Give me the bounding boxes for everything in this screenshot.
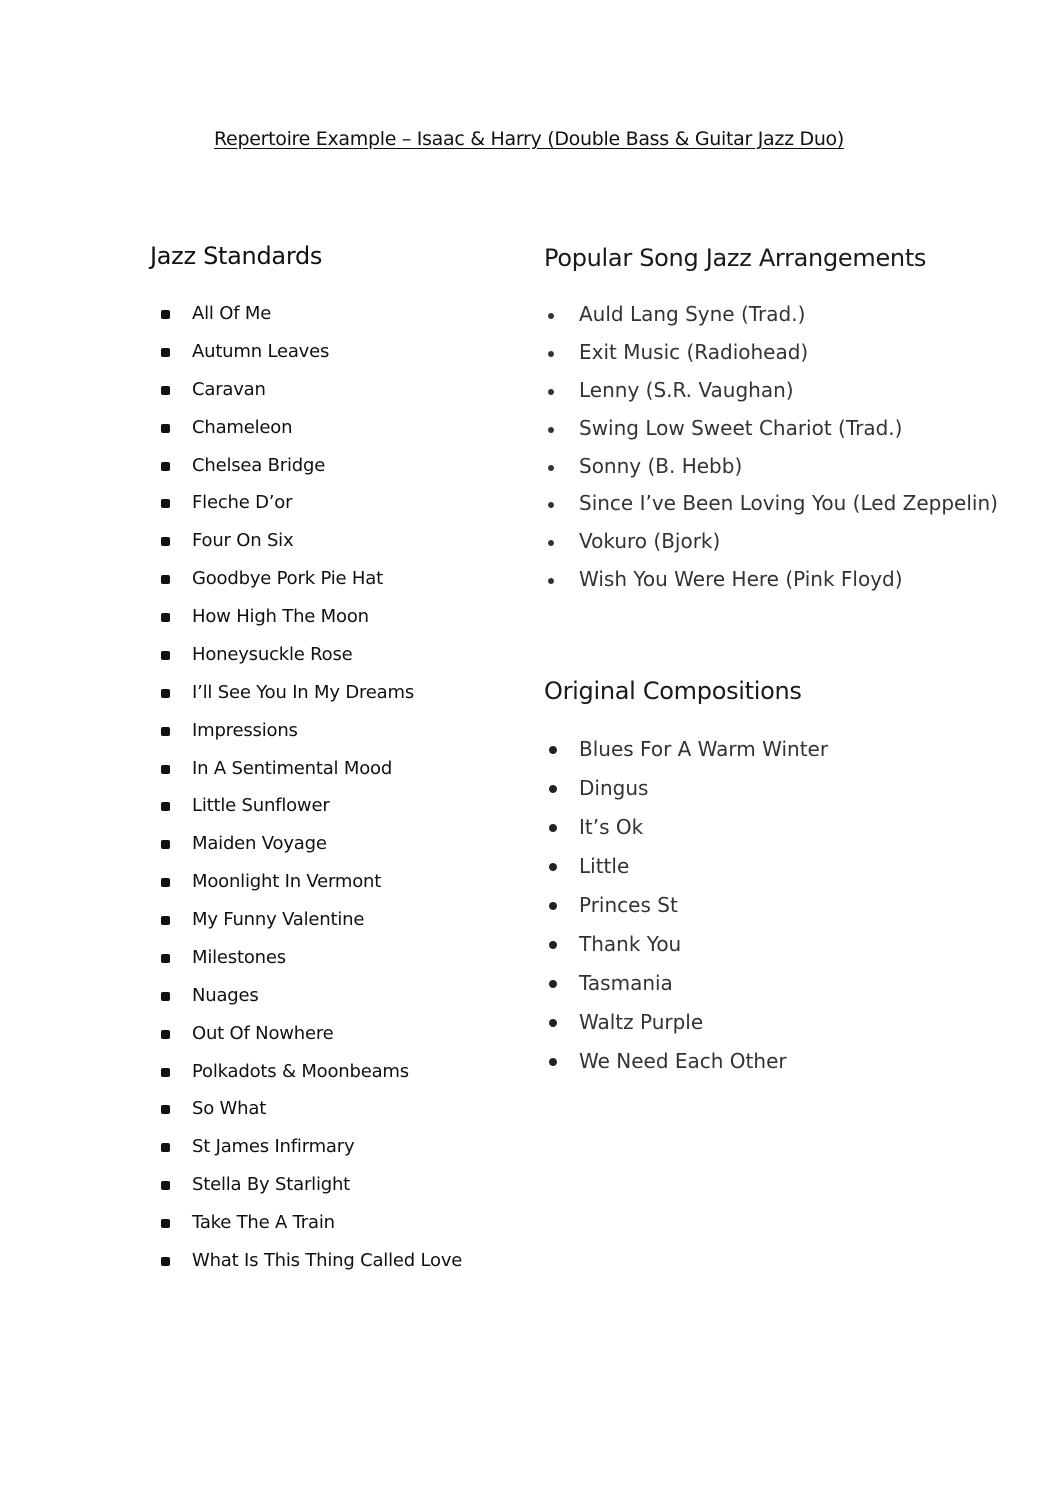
list-item xyxy=(544,298,1044,336)
list-item-label: Maiden Voyage xyxy=(192,833,327,855)
list-item xyxy=(150,1131,520,1169)
bullet-icon xyxy=(161,1105,170,1114)
list-item xyxy=(150,450,520,488)
bullet-icon xyxy=(548,502,554,508)
list-item-label: My Funny Valentine xyxy=(192,909,365,930)
bullet-icon xyxy=(549,746,557,754)
list-item-label: Waltz Purple xyxy=(579,1010,704,1034)
bullet-icon xyxy=(549,902,557,910)
bullet-icon xyxy=(161,689,170,698)
list-item xyxy=(544,733,1024,772)
list-item xyxy=(150,904,520,942)
bullet-icon xyxy=(548,578,554,584)
bullet-icon xyxy=(161,575,170,584)
bullet-icon xyxy=(549,785,557,793)
list-item xyxy=(150,601,520,639)
bullet-icon xyxy=(161,613,170,622)
list-item-label: All Of Me xyxy=(192,303,272,324)
popular-arrangements-list xyxy=(544,298,1044,601)
list-item-label: Princes St xyxy=(579,893,678,917)
bullet-icon xyxy=(161,878,170,887)
original-compositions-heading: Original Compositions xyxy=(544,677,802,705)
bullet-icon xyxy=(549,1019,557,1027)
list-item-label: Milestones xyxy=(192,946,286,968)
list-item-label: Tasmania xyxy=(579,971,673,995)
list-item-label: Thank You xyxy=(579,932,682,956)
list-item xyxy=(150,677,520,715)
list-item-label: Auld Lang Syne (Trad.) xyxy=(579,302,806,326)
bullet-icon xyxy=(548,465,554,471)
list-item-label: Exit Music (Radiohead) xyxy=(579,339,809,364)
list-item-label: So What xyxy=(192,1098,267,1120)
list-item-label: Little xyxy=(579,854,630,878)
list-item xyxy=(150,336,520,374)
list-item-label: Wish You Were Here (Pink Floyd) xyxy=(579,567,903,592)
bullet-icon xyxy=(161,802,170,811)
bullet-icon xyxy=(161,840,170,849)
bullet-icon xyxy=(548,540,554,546)
list-item xyxy=(150,942,520,980)
list-item xyxy=(544,1006,1024,1045)
list-item-label: Honeysuckle Rose xyxy=(192,643,353,665)
bullet-icon xyxy=(161,1030,170,1039)
list-item xyxy=(150,374,520,412)
bullet-icon xyxy=(161,992,170,1001)
list-item xyxy=(544,525,1044,563)
list-item-label: I’ll See You In My Dreams xyxy=(192,681,415,703)
list-item-label: In A Sentimental Mood xyxy=(192,757,393,779)
list-item-label: Out Of Nowhere xyxy=(192,1022,334,1044)
bullet-icon xyxy=(161,348,170,357)
list-item-label: Moonlight In Vermont xyxy=(192,871,382,893)
list-item-label: Nuages xyxy=(192,984,259,1006)
bullet-icon xyxy=(161,1181,170,1190)
bullet-icon xyxy=(161,1219,170,1228)
bullet-icon xyxy=(548,351,554,357)
list-item-label: Chameleon xyxy=(192,416,293,438)
bullet-icon xyxy=(161,651,170,660)
list-item-label: Impressions xyxy=(192,719,298,741)
list-item xyxy=(544,772,1024,811)
list-item xyxy=(150,412,520,450)
list-item-label: Autumn Leaves xyxy=(192,340,330,362)
bullet-icon xyxy=(548,313,554,319)
list-item xyxy=(150,1169,520,1207)
list-item xyxy=(544,889,1024,928)
list-item xyxy=(150,639,520,677)
list-item xyxy=(150,1093,520,1131)
list-item-label: Four On Six xyxy=(192,530,294,552)
list-item xyxy=(544,336,1044,374)
list-item xyxy=(150,1018,520,1056)
page-title: Repertoire Example – Isaac & Harry (Double Bass & Guitar Jazz Duo) xyxy=(214,128,844,150)
bullet-icon xyxy=(549,1058,557,1066)
list-item-label: We Need Each Other xyxy=(579,1049,787,1073)
list-item xyxy=(544,563,1044,601)
list-item xyxy=(544,450,1044,488)
bullet-icon xyxy=(161,1068,170,1077)
bullet-icon xyxy=(161,954,170,963)
list-item xyxy=(150,828,520,866)
list-item-label: Sonny (B. Hebb) xyxy=(579,453,743,478)
list-item xyxy=(544,487,1044,525)
bullet-icon xyxy=(161,462,170,471)
list-item xyxy=(544,374,1044,412)
list-item xyxy=(150,980,520,1018)
list-item-label: Stella By Starlight xyxy=(192,1174,351,1196)
list-item xyxy=(150,790,520,828)
list-item xyxy=(544,412,1044,450)
bullet-icon xyxy=(549,824,557,832)
list-item xyxy=(150,753,520,791)
list-item xyxy=(150,1245,520,1283)
list-item xyxy=(150,715,520,753)
list-item xyxy=(150,1056,520,1094)
bullet-icon xyxy=(161,424,170,433)
list-item-label: Chelsea Bridge xyxy=(192,454,326,476)
jazz-standards-heading: Jazz Standards xyxy=(150,242,323,270)
list-item-label: Little Sunflower xyxy=(192,795,330,817)
list-item-label: St James Infirmary xyxy=(192,1136,355,1158)
list-item xyxy=(150,298,520,336)
bullet-icon xyxy=(548,427,554,433)
bullet-icon xyxy=(549,863,557,871)
bullet-icon xyxy=(161,1257,170,1266)
list-item xyxy=(150,866,520,904)
bullet-icon xyxy=(161,310,170,319)
list-item-label: Fleche D’or xyxy=(192,492,293,514)
list-item xyxy=(544,811,1024,850)
list-item xyxy=(150,563,520,601)
bullet-icon xyxy=(549,941,557,949)
bullet-icon xyxy=(161,386,170,395)
list-item-label: What Is This Thing Called Love xyxy=(192,1249,463,1271)
list-item xyxy=(544,850,1024,889)
jazz-standards-list xyxy=(150,298,520,1283)
bullet-icon xyxy=(161,499,170,508)
list-item xyxy=(150,525,520,563)
list-item-label: Since I’ve Been Loving You (Led Zeppelin) xyxy=(579,491,998,516)
bullet-icon xyxy=(161,916,170,925)
bullet-icon xyxy=(161,537,170,546)
list-item-label: Blues For A Warm Winter xyxy=(579,737,829,761)
popular-arrangements-heading: Popular Song Jazz Arrangements xyxy=(544,244,927,272)
bullet-icon xyxy=(161,1143,170,1152)
bullet-icon xyxy=(161,765,170,774)
list-item-label: Goodbye Pork Pie Hat xyxy=(192,568,383,590)
bullet-icon xyxy=(161,727,170,736)
list-item xyxy=(544,967,1024,1006)
bullet-icon xyxy=(548,389,554,395)
list-item-label: Caravan xyxy=(192,378,266,400)
original-compositions-list xyxy=(544,733,1024,1084)
list-item xyxy=(544,1045,1024,1084)
list-item-label: Swing Low Sweet Chariot (Trad.) xyxy=(579,415,903,440)
list-item-label: How High The Moon xyxy=(192,606,369,627)
list-item-label: Vokuro (Bjork) xyxy=(579,529,721,554)
list-item xyxy=(150,1207,520,1245)
bullet-icon xyxy=(549,980,557,988)
list-item xyxy=(150,487,520,525)
list-item-label: Polkadots & Moonbeams xyxy=(192,1060,409,1082)
list-item-label: Dingus xyxy=(579,776,649,800)
list-item-label: It’s Ok xyxy=(579,815,644,839)
list-item-label: Lenny (S.R. Vaughan) xyxy=(579,377,794,402)
list-item-label: Take The A Train xyxy=(192,1212,335,1233)
list-item xyxy=(544,928,1024,967)
